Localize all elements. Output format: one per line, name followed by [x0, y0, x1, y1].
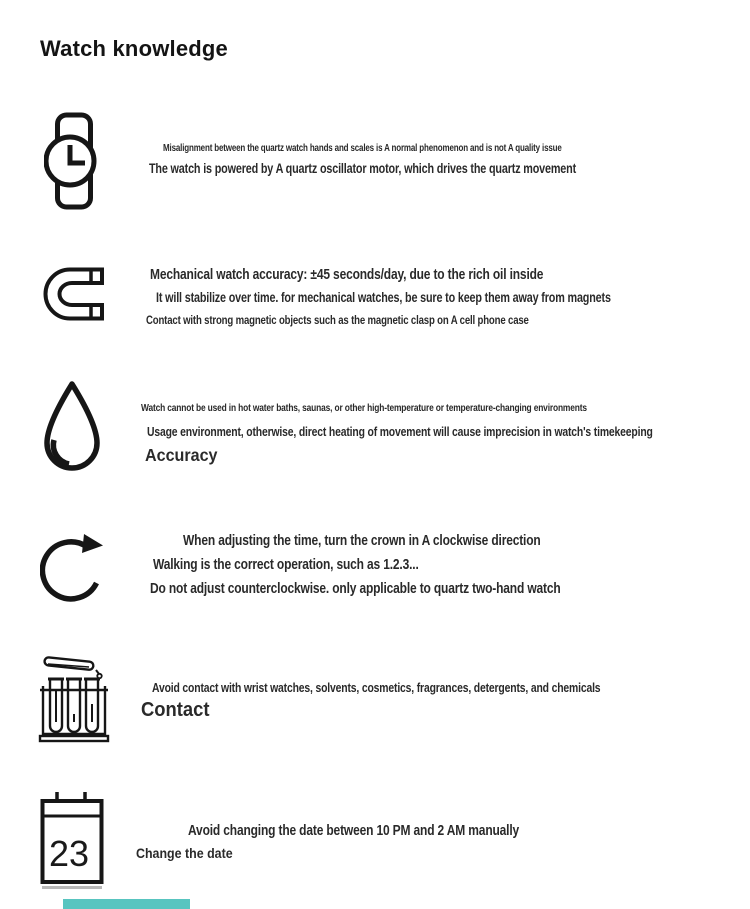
calendar-icon [40, 792, 104, 886]
info-line: When adjusting the time, turn the crown in A clockwise direction [183, 532, 541, 549]
info-line: Do not adjust counterclockwise. only applicable to quartz two-hand watch [150, 580, 561, 597]
info-line: Usage environment, otherwise, direct heating of movement will cause imprecision in watch's timekeeping [147, 424, 653, 439]
section-heading: Contact [141, 699, 210, 721]
page-title: Watch knowledge [40, 36, 228, 61]
footer-accent-bar [63, 899, 190, 909]
info-line: Walking is the correct operation, such as 1.2.3... [153, 556, 419, 573]
info-line: Change the date [136, 846, 233, 861]
info-line: Misalignment between the quartz watch hands and scales is A normal phenomenon and is not A quality issue [163, 143, 562, 154]
magnet-icon [42, 266, 108, 322]
calendar-shadow [42, 886, 102, 889]
wristwatch-icon [44, 112, 98, 210]
calendar-day: 23 [49, 833, 90, 874]
info-line: The watch is powered by A quartz oscillator motor, which drives the quartz movement [149, 161, 577, 176]
info-line: It will stabilize over time. for mechanical watches, be sure to keep them away from magnets [156, 290, 611, 305]
rotate-clockwise-icon [40, 526, 106, 608]
info-line: Watch cannot be used in hot water baths, saunas, or other high-temperature or temperature-changing environments [141, 402, 587, 414]
section-heading: Accuracy [145, 445, 218, 465]
info-line: Avoid changing the date between 10 PM and 2 AM manually [188, 822, 520, 839]
info-line: Contact with strong magnetic objects such as the magnetic clasp on A cell phone case [146, 313, 529, 327]
test-tubes-icon [38, 648, 110, 744]
water-drop-icon [40, 380, 104, 476]
info-line: Mechanical watch accuracy: ±45 seconds/day, due to the rich oil inside [150, 266, 544, 283]
info-line: Avoid contact with wrist watches, solvents, cosmetics, fragrances, detergents, and chemicals [152, 680, 601, 695]
